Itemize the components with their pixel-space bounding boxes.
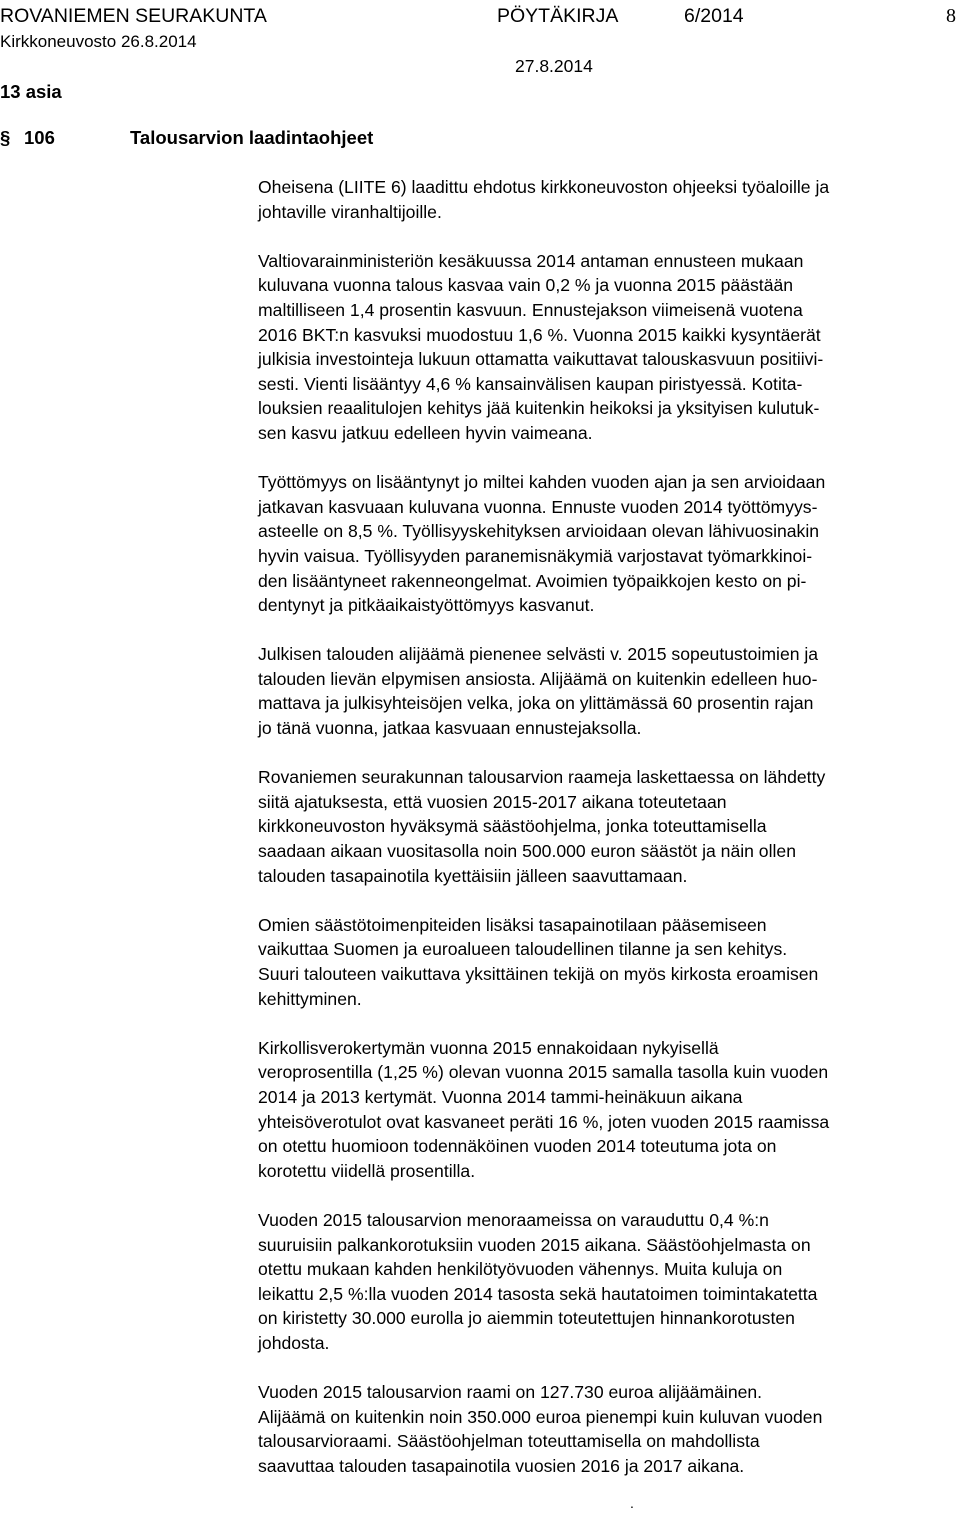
paragraph-line: jatkavan kasvuaan kuluvana vuonna. Ennuste vuoden 2014 työttömyys-: [258, 496, 818, 517]
paragraph-line: kuluvana vuonna talous kasvaa vain 0,2 % ja vuonna 2015 päästään: [258, 275, 794, 296]
paragraph-line: Kirkollisverokertymän vuonna 2015 ennakoidaan nykyisellä: [258, 1037, 719, 1058]
paragraph: [258, 765, 958, 888]
paragraph: [258, 470, 958, 618]
page-number: 8: [946, 5, 956, 27]
paragraph-line: kirkkoneuvoston hyväksymä säästöohjelma, jonka toteuttamisella: [258, 816, 767, 837]
paragraph-line: siitä ajatuksesta, että vuosien 2015-2017 aikana toteutetaan: [258, 791, 727, 812]
paragraph-line: asteelle on 8,5 %. Työllisyyskehityksen arvioidaan olevan lähivuosinakin: [258, 521, 820, 542]
paragraph-line: leikattu 2,5 %:lla vuoden 2014 tasosta sekä hautatoimen toimintakatetta: [258, 1283, 818, 1304]
paragraph-line: jo tänä vuonna, jatkaa kasvuaan ennustejaksolla.: [258, 718, 642, 739]
paragraph-line: korotettu viidellä prosentilla.: [258, 1160, 476, 1181]
paragraph-line: maltilliseen 1,4 prosentin kasvuun. Ennustejakson viimeisenä vuotena: [258, 299, 803, 320]
document-type: PÖYTÄKIRJA: [497, 5, 619, 27]
paragraph-line: Valtiovarainministeriön kesäkuussa 2014 antaman ennusteen mukaan: [258, 250, 804, 271]
paragraph: [258, 249, 958, 446]
paragraph: [258, 913, 958, 1011]
paragraph-line: on kiristetty 30.000 eurolla jo aiemmin toteutettujen hinnankorotusten: [258, 1308, 795, 1329]
paragraph: [258, 642, 958, 740]
paragraph-line: suuruisiin palkankorotuksiin vuoden 2015 aikana. Säästöohjelmasta on: [258, 1234, 811, 1255]
paragraph-line: johdosta.: [258, 1332, 330, 1353]
paragraph-line: dentynyt ja pitkäaikaistyöttömyys kasvanut.: [258, 595, 595, 616]
paragraph-line: vaikuttaa Suomen ja euroalueen taloudellinen tilanne ja sen kehitys.: [258, 939, 788, 960]
body-text: [258, 175, 958, 1503]
paragraph-line: talouden tasapainotila kyettäisiin jälleen saavuttamaan.: [258, 865, 688, 886]
paragraph-line: Julkisen talouden alijäämä pienenee selvästi v. 2015 sopeutustoimien ja: [258, 644, 819, 665]
paragraph-line: mattava ja julkisyhteisöjen velka, joka on ylittämässä 60 prosentin rajan: [258, 693, 814, 714]
paragraph-line: 2014 ja 2013 kertymät. Vuonna 2014 tammi-heinäkuun aikana: [258, 1086, 743, 1107]
paragraph-line: johtaville viranhaltijoille.: [258, 201, 442, 222]
paragraph-line: hyvin vaisua. Työllisyyden paranemisnäkymiä varjostavat työmarkkinoi-: [258, 545, 813, 566]
paragraph: [258, 1036, 958, 1184]
document-number: 6/2014: [684, 5, 744, 27]
meeting-name: Kirkkoneuvosto 26.8.2014: [0, 32, 197, 51]
paragraph-line: kehittyminen.: [258, 988, 362, 1009]
footer-mark: .: [630, 1495, 634, 1511]
paragraph-line: otettu mukaan kahden henkilötyövuoden vähennys. Muita kuluja on: [258, 1259, 783, 1280]
paragraph-line: Vuoden 2015 talousarvion raami on 127.730 euroa alijäämäinen.: [258, 1382, 763, 1403]
paragraph-line: saavuttaa talouden tasapainotila vuosien 2016 ja 2017 aikana.: [258, 1455, 745, 1476]
paragraph-line: Oheisena (LIITE 6) laadittu ehdotus kirkkoneuvoston ohjeeksi työaloille ja: [258, 177, 830, 197]
paragraph: [258, 1208, 958, 1356]
paragraph: [258, 1380, 958, 1478]
paragraph-line: louksien reaalitulojen kehitys jää kuitenkin heikoksi ja yksityisen kulutuk-: [258, 398, 820, 419]
paragraph-line: Vuoden 2015 talousarvion menoraameissa on varauduttu 0,4 %:n: [258, 1209, 769, 1230]
paragraph-line: sesti. Vienti lisääntyy 4,6 % kansainvälisen kaupan piristyessä. Kotita-: [258, 373, 803, 394]
paragraph-line: julkisia investointeja lukuun ottamatta vaikuttavat talouskasvuun positiivi-: [258, 349, 824, 370]
paragraph-line: Omien säästötoimenpiteiden lisäksi tasapainotilaan pääsemiseen: [258, 914, 767, 935]
paragraph-line: talousarvioraami. Säästöohjelman toteuttamisella on mahdollista: [258, 1431, 760, 1452]
paragraph-line: talouden lievän elpymisen ansiosta. Alijäämä on kuitenkin edelleen huo-: [258, 668, 818, 689]
organization-name: ROVANIEMEN SEURAKUNTA: [0, 5, 267, 27]
section-title: Talousarvion laadintaohjeet: [130, 127, 374, 148]
paragraph-line: den lisääntyneet rakenneongelmat. Avoimien työpaikkojen kesto on pi-: [258, 570, 807, 591]
paragraph-line: yhteisöverotulot ovat kasvaneet peräti 16 %, joten vuoden 2015 raamissa: [258, 1111, 830, 1132]
section-number: 106: [24, 127, 55, 148]
paragraph-line: on otettu huomioon todennäköinen vuoden 2014 toteutuma jota on: [258, 1136, 777, 1157]
paragraph-line: Työttömyys on lisääntynyt jo miltei kahden vuoden ajan ja sen arvioidaan: [258, 472, 826, 493]
paragraph-line: veroprosentilla (1,25 %) olevan vuonna 2015 samalla tasolla kuin vuoden: [258, 1062, 829, 1083]
paragraph-line: saadaan aikaan vuositasolla noin 500.000 euron säästöt ja näin ollen: [258, 841, 796, 862]
paragraph-line: Rovaniemen seurakunnan talousarvion raameja laskettaessa on lähdetty: [258, 767, 826, 788]
agenda-item-label: 13 asia: [0, 81, 62, 102]
document-date: 27.8.2014: [515, 56, 593, 76]
paragraph-line: sen kasvu jatkuu edelleen hyvin vaimeana.: [258, 422, 593, 443]
paragraph-line: 2016 BKT:n kasvuksi muodostuu 1,6 %. Vuonna 2015 kaikki kysyntäerät: [258, 324, 821, 345]
paragraph: [258, 175, 958, 224]
paragraph-line: Suuri talouteen vaikuttava yksittäinen tekijä on myös kirkosta eroamisen: [258, 964, 819, 984]
section-sign: §: [0, 127, 11, 148]
paragraph-line: Alijäämä on kuitenkin noin 350.000 euroa pienempi kuin kuluvan vuoden: [258, 1406, 823, 1427]
